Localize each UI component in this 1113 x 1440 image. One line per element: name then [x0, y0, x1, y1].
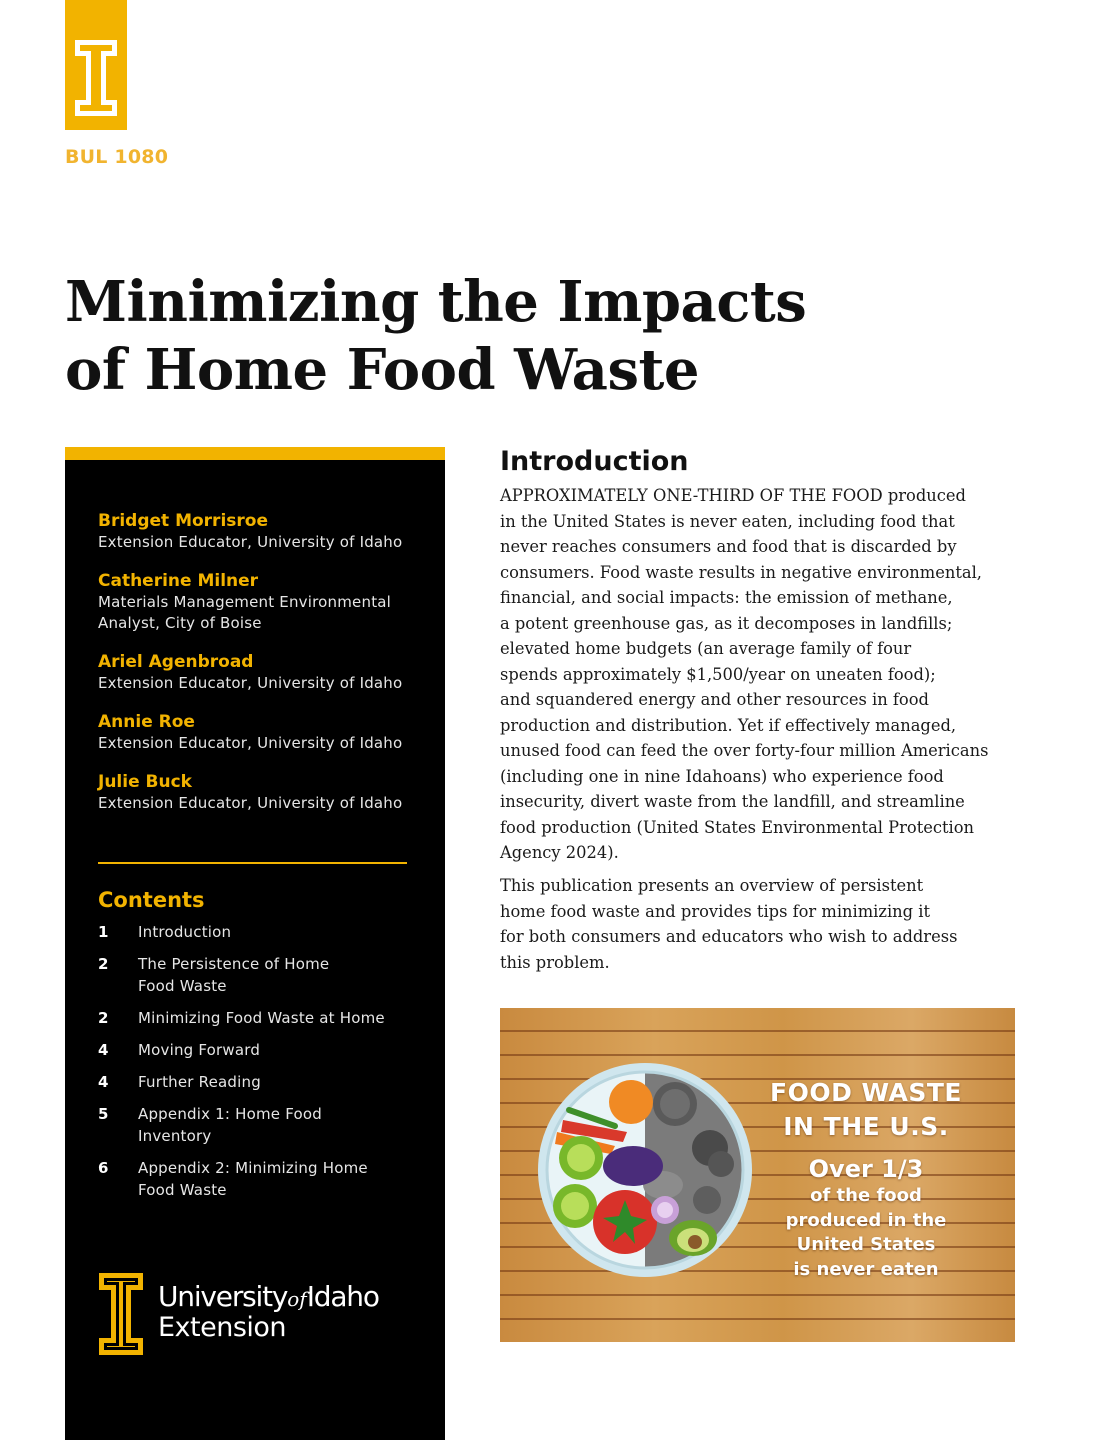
toc-item[interactable] [98, 1157, 418, 1201]
infographic-caption-line: United States [796, 1234, 936, 1255]
paragraph-line: for both consumers and educators who wish to address [500, 927, 958, 946]
infographic-caption-line: is never eaten [793, 1258, 939, 1280]
contents-heading: Contents [98, 888, 205, 912]
wordmark-university: University [158, 1280, 288, 1313]
author-name: Catherine Milner [98, 571, 259, 591]
paragraph-line: This publication presents an overview of persistent [500, 876, 924, 895]
author-role: Materials Management Environmental [98, 593, 392, 611]
university-extension-logo [98, 1272, 428, 1362]
toc-label [138, 1039, 398, 1061]
title-line: Minimizing the Impacts [65, 269, 807, 335]
university-i-logo [65, 0, 127, 130]
toc-item[interactable] [98, 1007, 418, 1029]
toc-label [138, 1007, 398, 1029]
block-i-icon [98, 1272, 144, 1356]
sidebar-divider [98, 862, 407, 864]
title-line: of Home Food Waste [65, 337, 699, 403]
author-item [98, 711, 418, 754]
toc-label [138, 1157, 398, 1201]
toc-item[interactable] [98, 1103, 418, 1147]
paragraph-line: a potent greenhouse gas, as it decomposes in landfills; [500, 613, 953, 633]
paragraph-line: insecurity, divert waste from the landfill, and streamline [500, 792, 965, 811]
author-role: Extension Educator, University of Idaho [98, 794, 403, 812]
wordmark-of: of [287, 1287, 307, 1311]
toc-item[interactable] [98, 1071, 418, 1093]
infographic-title [755, 1076, 977, 1144]
author-role: Analyst, City of Boise [98, 614, 262, 632]
author-name: Ariel Agenbroad [98, 652, 254, 672]
paragraph-line: (including one in nine Idahoans) who experience food [500, 766, 944, 786]
toc-label-line: Introduction [138, 923, 232, 941]
toc-label-line: Appendix 2: Minimizing Home [138, 1159, 368, 1177]
toc-page-number: 6 [98, 1159, 109, 1177]
author-role: Extension Educator, University of Idaho [98, 734, 403, 752]
paragraph-line: never reaches consumers and food that is discarded by [500, 537, 957, 556]
toc-label [138, 921, 398, 943]
author-item [98, 651, 418, 694]
toc-label-line: Food Waste [138, 977, 227, 995]
paragraph-line: in the United States is never eaten, including food that [500, 511, 955, 531]
intro-paragraph [500, 483, 1010, 866]
food-plate-illustration [535, 1060, 755, 1280]
infographic-title-line: IN THE U.S. [783, 1112, 949, 1141]
infographic-caption [755, 1184, 977, 1282]
toc-label [138, 1103, 398, 1147]
toc-label [138, 1071, 398, 1093]
toc-page-number: 5 [98, 1105, 109, 1123]
paragraph-line: APPROXIMATELY ONE-THIRD OF THE FOOD produced [500, 486, 966, 505]
toc-page-number: 2 [98, 1009, 109, 1027]
toc-item[interactable] [98, 921, 418, 943]
toc-label-line: Food Waste [138, 1181, 227, 1199]
author-role: Extension Educator, University of Idaho [98, 533, 403, 551]
paragraph-line: consumers. Food waste results in negative environmental, [500, 562, 982, 582]
paragraph-line: elevated home budgets (an average family of four [500, 639, 912, 658]
toc-label-line: Further Reading [138, 1073, 261, 1091]
author-name: Bridget Morrisroe [98, 511, 268, 531]
table-of-contents [98, 921, 418, 1211]
toc-page-number: 4 [98, 1073, 109, 1091]
paragraph-line: and squandered energy and other resources in food [500, 690, 929, 709]
toc-label-line: Minimizing Food Waste at Home [138, 1009, 385, 1027]
paragraph-line: spends approximately $1,500/year on uneaten food); [500, 664, 936, 684]
toc-label [138, 953, 398, 997]
bulletin-number: BUL 1080 [65, 146, 169, 168]
extension-wordmark: Extension [158, 1312, 287, 1343]
paragraph-line: Agency 2024). [500, 843, 619, 862]
author-item [98, 771, 418, 814]
sidebar [65, 447, 445, 1440]
toc-label-line: Moving Forward [138, 1041, 261, 1059]
infographic-caption-line: of the food [810, 1185, 922, 1206]
paragraph-line: financial, and social impacts: the emission of methane, [500, 588, 953, 607]
introduction-heading: Introduction [500, 446, 689, 477]
block-i-icon [73, 38, 119, 118]
infographic-caption-line: produced in the [785, 1209, 947, 1231]
food-waste-infographic [500, 1008, 1015, 1342]
infographic-statistic: Over 1/3 [808, 1155, 924, 1183]
author-role: Extension Educator, University of Idaho [98, 674, 403, 692]
toc-label-line: The Persistence of Home [138, 955, 330, 973]
paragraph-line: this problem. [500, 952, 610, 972]
university-wordmark [158, 1280, 379, 1313]
author-name: Julie Buck [98, 772, 192, 792]
paragraph-line: production and distribution. Yet if effectively managed, [500, 715, 957, 735]
toc-page-number: 4 [98, 1041, 109, 1059]
author-name: Annie Roe [98, 712, 195, 732]
toc-item[interactable] [98, 1039, 418, 1061]
author-item [98, 510, 418, 553]
paragraph-line: unused food can feed the over forty-four million Americans [500, 741, 989, 760]
page-title [65, 268, 825, 404]
paragraph-line: home food waste and provides tips for minimizing it [500, 901, 930, 921]
toc-page-number: 2 [98, 955, 109, 973]
author-item [98, 570, 418, 634]
paragraph-line: food production (United States Environmental Protection [500, 817, 975, 837]
infographic-title-line: FOOD WASTE [770, 1078, 962, 1107]
toc-item[interactable] [98, 953, 418, 997]
wordmark-idaho: Idaho [306, 1280, 379, 1313]
toc-label-line: Appendix 1: Home Food Inventory [138, 1105, 322, 1145]
infographic-text [755, 1076, 977, 1282]
author-list [98, 510, 418, 831]
intro-paragraph [500, 873, 1010, 975]
toc-page-number: 1 [98, 923, 109, 941]
